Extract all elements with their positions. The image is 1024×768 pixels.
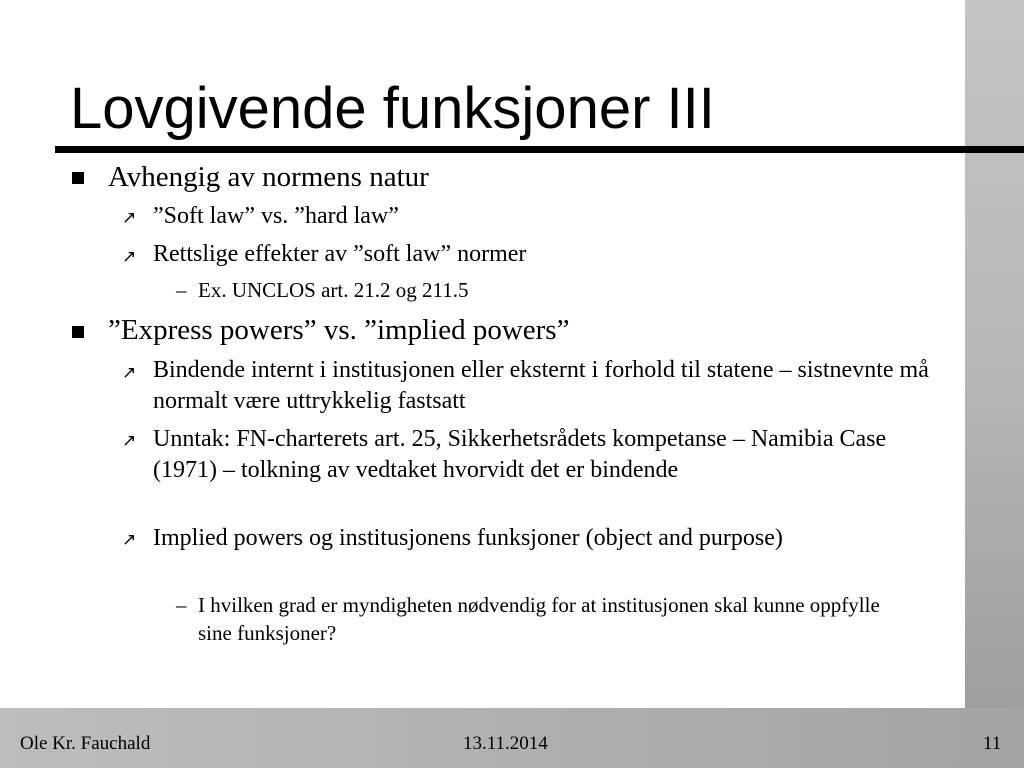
- slide-title: Lovgivende funksjoner III: [70, 76, 715, 141]
- dash-bullet-icon: –: [176, 593, 187, 617]
- footer-author: Ole Kr. Fauchald: [20, 733, 151, 754]
- bullet-level2: Rettslige effekter av ”soft law” normer: [153, 241, 527, 267]
- square-bullet-icon: [72, 172, 84, 184]
- arrow-bullet-icon: ↗: [122, 363, 137, 383]
- square-bullet-icon: [72, 326, 84, 338]
- bullet-level2: Bindende internt i institusjonen eller eksternt i forhold til statene – sistnevnte må normalt være uttrykkelig fastsatt: [153, 357, 929, 414]
- bullet-level2: ”Soft law” vs. ”hard law”: [153, 203, 399, 229]
- bullet-level2: Unntak: FN-charterets art. 25, Sikkerhetsrådets kompetanse – Namibia Case (1971) – tolkning av vedtaket hvorvidt det er bindende: [153, 426, 887, 483]
- arrow-bullet-icon: ↗: [122, 431, 137, 451]
- bullet-level3: Ex. UNCLOS art. 21.2 og 211.5: [198, 278, 469, 302]
- bullet-level3: I hvilken grad er myndigheten nødvendig for at institusjonen skal kunne oppfylle sine funksjoner?: [198, 593, 880, 645]
- bullet-level1: ”Express powers” vs. ”implied powers”: [108, 314, 570, 346]
- arrow-bullet-icon: ↗: [122, 247, 137, 267]
- footer-page-number: 11: [983, 733, 1002, 754]
- arrow-bullet-icon: ↗: [122, 530, 137, 550]
- bullet-level2: Implied powers og institusjonens funksjoner (object and purpose): [153, 525, 783, 551]
- footer-date: 13.11.2014: [463, 733, 548, 754]
- arrow-bullet-icon: ↗: [122, 208, 137, 228]
- bullet-level1: Avhengig av normens natur: [108, 161, 429, 193]
- dash-bullet-icon: –: [176, 278, 187, 302]
